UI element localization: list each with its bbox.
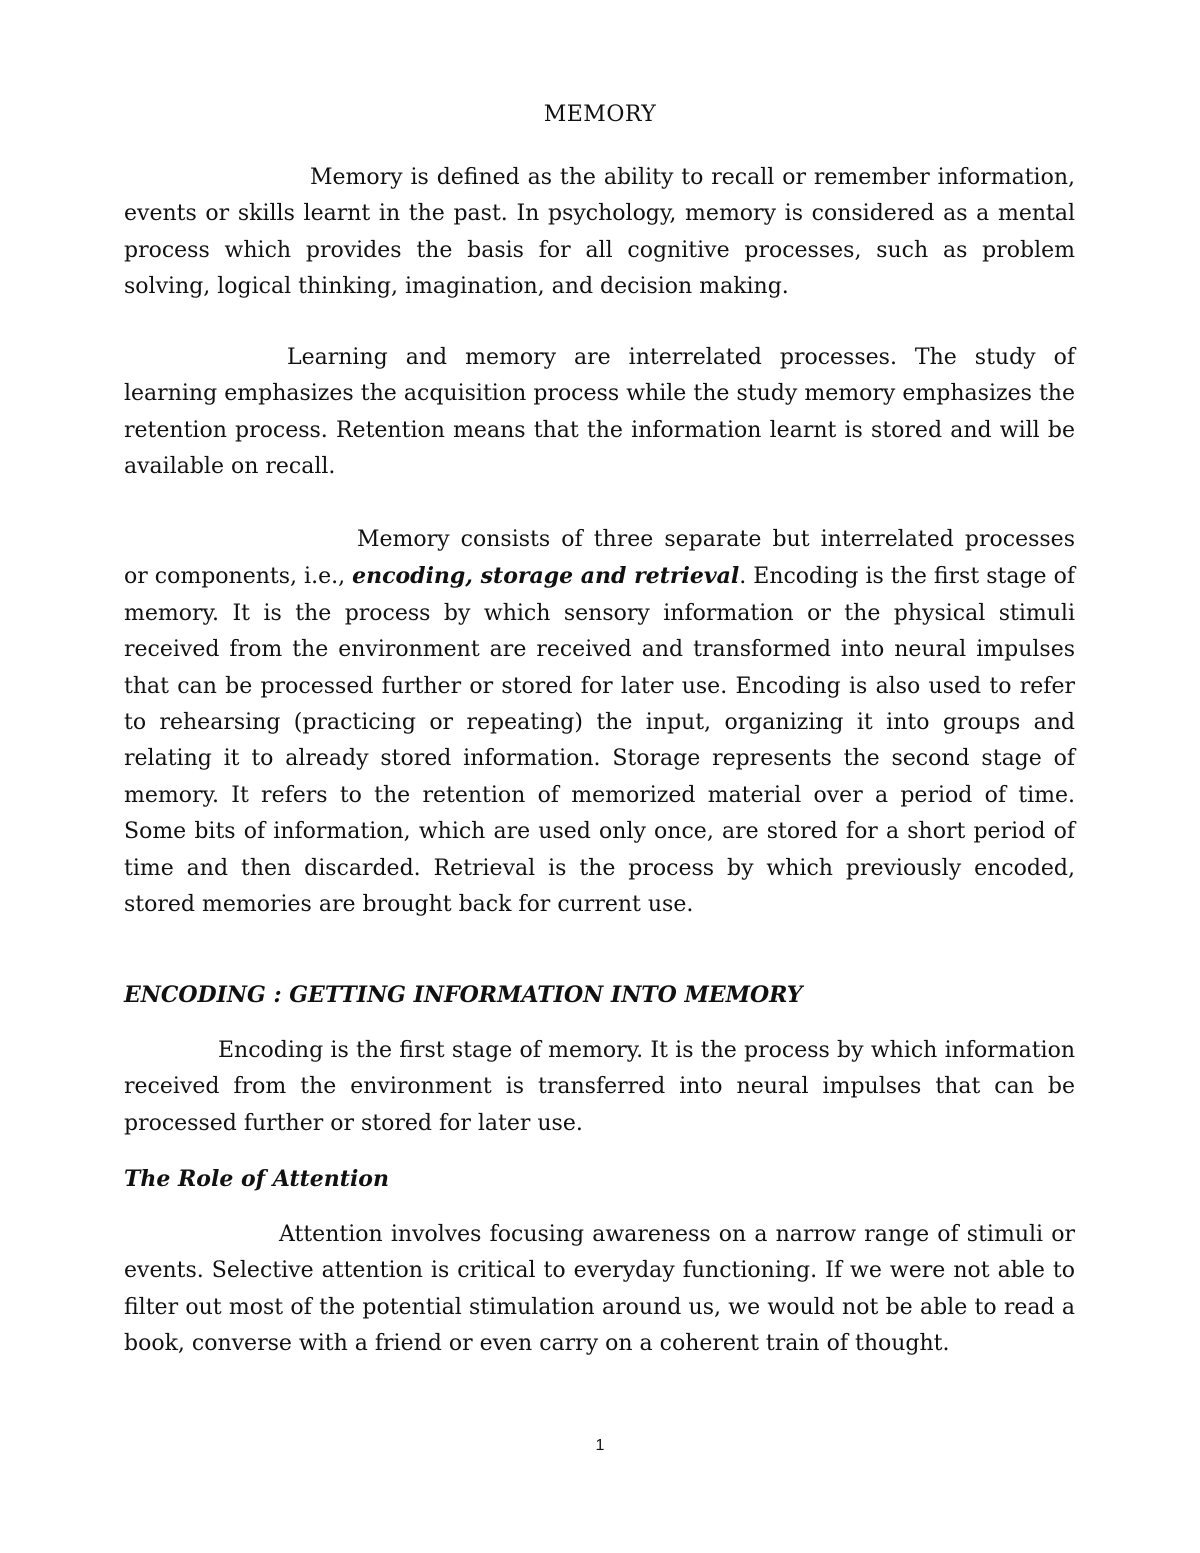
page-title: MEMORY	[543, 102, 657, 127]
paragraph-memory-processes-text-start: Memory consists of three separate but interrelated processes or components, i.e.,	[124, 527, 1075, 590]
page-number: 1	[595, 1437, 605, 1454]
paragraph-memory-definition: Memory is defined as the ability to recall or remember information, events or skills learnt in the past. In psychology, memory is considered as a mental process which provides the basis for all cognitive processes, such as problem solving, logical thinking, imagination, and decision making.	[124, 165, 1075, 300]
paragraph-encoding-definition: Encoding is the first stage of memory. It is the process by which information received from the environment is transferred into neural impulses that can be processed further or stored for later use.	[124, 1038, 1075, 1136]
section-heading-encoding: ENCODING : GETTING INFORMATION INTO MEMORY	[124, 982, 803, 1008]
subheading-role-of-attention: The Role of Attention	[124, 1166, 389, 1192]
emphasis-encoding-storage-retrieval: encoding, storage and retrieval	[352, 563, 740, 590]
paragraph-memory-processes-text-end: . Encoding is the first stage of memory. It is the process by which sensory information or the physical stimuli received from the environment are received and transformed into neural impulses that can be processed further or stored for later use. Encoding is also used to refer to rehearsing (practicing or repeating) the input, organizing it into groups and relating it to already stored information. Storage represents the second stage of memory. It refers to the retention of memorized material over a period of time. Some bits of information, which are used only once, are stored for a short period of time and then discarded. Retrieval is the process by which previously encoded, stored memories are brought back for current use.	[124, 564, 1075, 918]
paragraph-learning-and-memory: Learning and memory are interrelated processes. The study of learning emphasizes the acquisition process while the study memory emphasizes the retention process. Retention means that the information learnt is stored and will be available on recall.	[124, 345, 1075, 480]
paragraph-attention: Attention involves focusing awareness on a narrow range of stimuli or events. Selective attention is critical to everyday functioning. If we were not able to filter out most of the potential stimulation around us, we would not be able to read a book, converse with a friend or even carry on a coherent train of thought.	[124, 1222, 1075, 1357]
paragraph-memory-processes	[124, 522, 1075, 923]
